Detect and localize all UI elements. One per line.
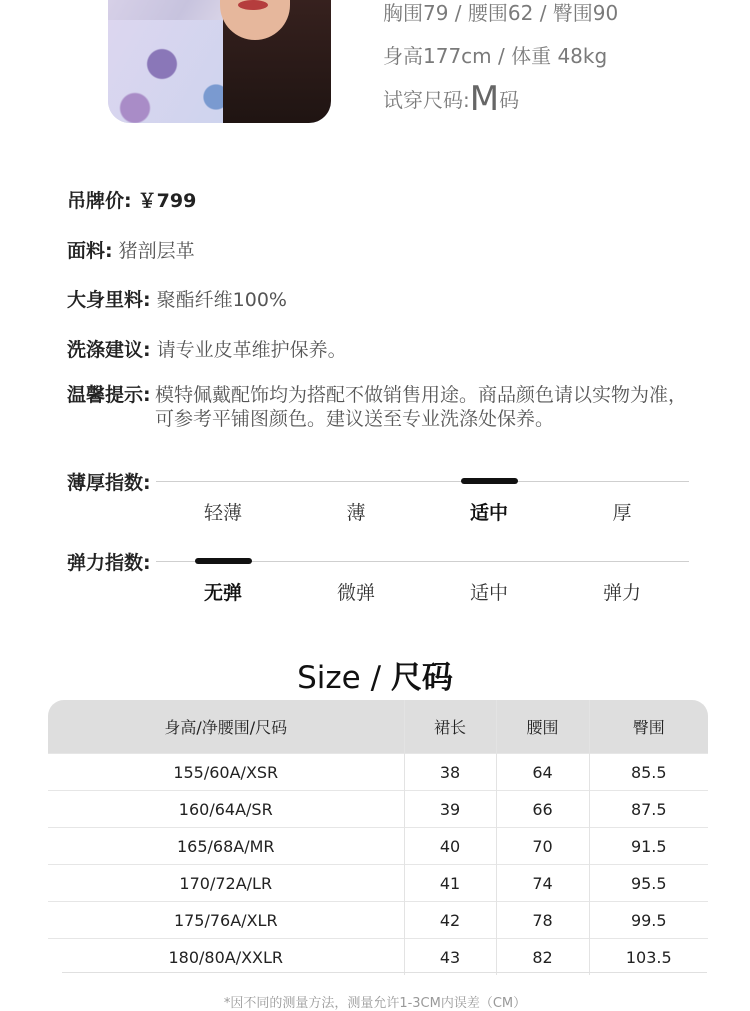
cell-skirt-length: 42 <box>404 902 496 939</box>
table-row <box>48 791 708 828</box>
elasticity-option: 微弹 <box>336 582 375 604</box>
wash-label: 洗涤建议: <box>67 339 151 361</box>
cell-size: 180/80A/XXLR <box>48 939 404 976</box>
spec-lining <box>67 288 287 312</box>
fabric-value: 猪剖层革 <box>118 240 195 262</box>
try-size-suffix: 码 <box>499 88 520 112</box>
header-waist: 腰围 <box>496 700 589 754</box>
cell-skirt-length: 39 <box>404 791 496 828</box>
cell-size: 170/72A/LR <box>48 865 404 902</box>
thickness-scale-line <box>156 481 689 482</box>
cell-hip: 99.5 <box>589 902 708 939</box>
cell-waist: 70 <box>496 828 589 865</box>
spec-tip <box>67 383 687 431</box>
elasticity-option: 适中 <box>469 582 508 604</box>
table-bottom-divider <box>62 972 707 973</box>
table-row <box>48 828 708 865</box>
thickness-label: 薄厚指数: <box>67 472 151 494</box>
size-title-en: Size / <box>297 660 391 696</box>
lining-label: 大身里料: <box>67 289 151 311</box>
elasticity-option: 弹力 <box>602 582 641 604</box>
cell-size: 155/60A/XSR <box>48 754 404 791</box>
header-size: 身高/净腰围/尺码 <box>48 700 404 754</box>
thickness-option: 适中 <box>469 502 508 524</box>
wash-value: 请专业皮革维护保养。 <box>156 339 347 361</box>
model-lips <box>238 0 268 10</box>
cell-hip: 95.5 <box>589 865 708 902</box>
fabric-label: 面料: <box>67 240 113 262</box>
cell-skirt-length: 38 <box>404 754 496 791</box>
elasticity-marker <box>195 558 252 564</box>
thickness-option: 薄 <box>346 502 366 524</box>
cell-hip: 85.5 <box>589 754 708 791</box>
table-row <box>48 865 708 902</box>
try-size-prefix: 试穿尺码: <box>383 88 470 112</box>
tip-value: 模特佩戴配饰均为搭配不做销售用途。商品颜色请以实物为准，可参考平铺图颜色。建议送至专业洗涤处保养。 <box>155 384 688 430</box>
elasticity-option: 无弹 <box>203 582 242 604</box>
cell-waist: 66 <box>496 791 589 828</box>
price-value: ￥799 <box>137 190 197 212</box>
cell-waist: 82 <box>496 939 589 976</box>
model-measurements: 胸围79 / 腰围62 / 臀围90 <box>383 1 619 25</box>
size-title-cn: 尺码 <box>390 660 453 696</box>
header-hip: 臀围 <box>589 700 708 754</box>
cell-hip: 87.5 <box>589 791 708 828</box>
lining-value: 聚酯纤维100% <box>156 289 287 311</box>
model-try-size <box>383 78 618 122</box>
cell-waist: 74 <box>496 865 589 902</box>
thickness-option: 轻薄 <box>203 502 242 524</box>
spec-price <box>67 189 196 213</box>
table-row <box>48 754 708 791</box>
elasticity-label: 弹力指数: <box>67 552 151 574</box>
size-table-header <box>48 700 708 754</box>
cell-hip: 103.5 <box>589 939 708 976</box>
cell-skirt-length: 43 <box>404 939 496 976</box>
header-skirt-length: 裙长 <box>404 700 496 754</box>
cell-size: 175/76A/XLR <box>48 902 404 939</box>
cell-hip: 91.5 <box>589 828 708 865</box>
size-title <box>0 652 750 697</box>
tip-label: 温馨提示: <box>67 384 151 406</box>
thickness-option: 厚 <box>612 502 632 524</box>
model-height-weight: 身高177cm / 体重 48kg <box>383 44 608 68</box>
thickness-marker <box>461 478 518 484</box>
measurement-footnote: *因不同的测量方法，测量允许1-3CM内误差（CM） <box>223 996 527 1011</box>
cell-size: 160/64A/SR <box>48 791 404 828</box>
spec-fabric <box>67 239 195 263</box>
cell-waist: 64 <box>496 754 589 791</box>
cell-waist: 78 <box>496 902 589 939</box>
table-row <box>48 939 708 976</box>
price-label: 吊牌价: <box>67 190 132 212</box>
model-photo <box>108 0 331 123</box>
cell-skirt-length: 41 <box>404 865 496 902</box>
cell-skirt-length: 40 <box>404 828 496 865</box>
try-size-value: M <box>469 79 500 119</box>
cell-size: 165/68A/MR <box>48 828 404 865</box>
model-info <box>383 0 618 122</box>
size-table <box>48 700 708 975</box>
table-row <box>48 902 708 939</box>
spec-wash <box>67 338 347 362</box>
